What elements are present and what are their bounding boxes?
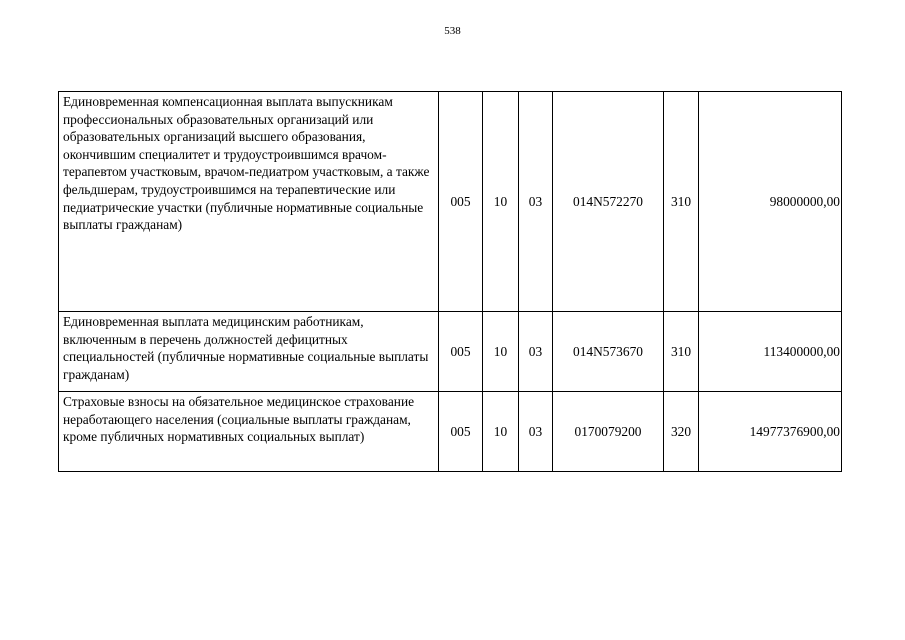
section-code: 10 xyxy=(483,92,519,312)
amount-value: 98000000,00 xyxy=(699,92,842,312)
target-article-code: 014N572270 xyxy=(553,92,664,312)
budget-table xyxy=(58,91,842,472)
subsection-code: 03 xyxy=(519,392,553,472)
table-row xyxy=(59,92,842,312)
page-number: 538 xyxy=(444,25,461,37)
amount-value: 14977376900,00 xyxy=(699,392,842,472)
expense-type-code: 310 xyxy=(664,92,699,312)
row-description: Единовременная выплата медицинским работникам, включенным в перечень должностей дефицитных специальностей (публичные нормативные социальные выплаты гражданам) xyxy=(59,312,439,392)
table-row xyxy=(59,392,842,472)
ministry-code: 005 xyxy=(439,92,483,312)
expense-type-code: 320 xyxy=(664,392,699,472)
subsection-code: 03 xyxy=(519,92,553,312)
section-code: 10 xyxy=(483,312,519,392)
section-code: 10 xyxy=(483,392,519,472)
subsection-code: 03 xyxy=(519,312,553,392)
target-article-code: 0170079200 xyxy=(553,392,664,472)
row-description: Единовременная компенсационная выплата выпускникам профессиональных образовательных организаций или образовательных организаций высшего образования, окончившим специалитет и трудоустроившимся врачом-терапевтом участковым, врачом-педиатром участковым, а также фельдшерам, трудоустроившимся на терапевтические или педиатрические участки (публичные нормативные социальные выплаты гражданам) xyxy=(59,92,439,312)
expense-type-code: 310 xyxy=(664,312,699,392)
ministry-code: 005 xyxy=(439,392,483,472)
row-description: Страховые взносы на обязательное медицинское страхование неработающего населения (социальные выплаты гражданам, кроме публичных нормативных социальных выплат) xyxy=(59,392,439,472)
amount-value: 113400000,00 xyxy=(699,312,842,392)
ministry-code: 005 xyxy=(439,312,483,392)
target-article-code: 014N573670 xyxy=(553,312,664,392)
table-row xyxy=(59,312,842,392)
